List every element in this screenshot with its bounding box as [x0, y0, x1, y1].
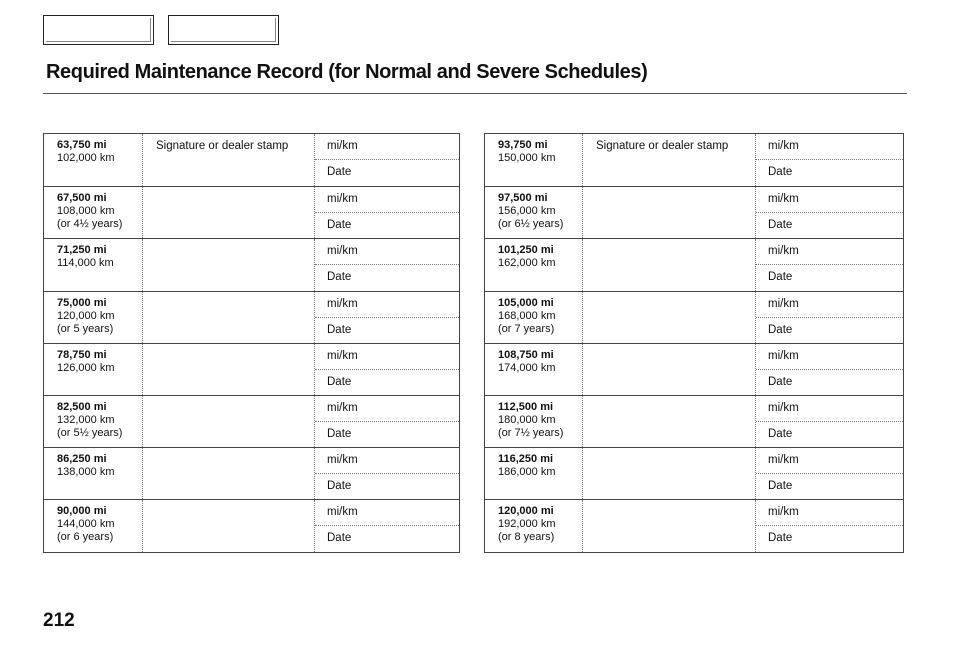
mileage-years: (or 6½ years)	[498, 218, 564, 231]
record-row	[485, 134, 903, 186]
mileage-cell	[485, 239, 582, 290]
mileage-years: (or 7 years)	[498, 322, 555, 335]
signature-cell	[582, 134, 755, 186]
mikm-label: mi/km	[315, 187, 459, 213]
mileage-miles: 97,500 mi	[498, 192, 548, 205]
mikm-date-cell	[314, 344, 459, 395]
mikm-label: mi/km	[315, 134, 459, 160]
signature-cell	[582, 239, 755, 290]
mileage-km: 144,000 km	[57, 518, 115, 531]
record-row	[44, 238, 459, 290]
signature-cell	[582, 187, 755, 238]
mileage-km: 150,000 km	[498, 152, 556, 164]
mileage-miles: 75,000 mi	[57, 296, 107, 309]
mikm-label: mi/km	[756, 448, 903, 474]
record-row	[485, 238, 903, 290]
signature-cell	[582, 292, 755, 343]
mileage-miles: 112,500 mi	[498, 400, 554, 413]
signature-label: Signature or dealer stamp	[156, 140, 289, 152]
date-label: Date	[768, 427, 793, 440]
mikm-date-cell	[755, 448, 903, 499]
title-divider	[43, 93, 907, 94]
mileage-cell	[485, 187, 582, 238]
date-label: Date	[327, 219, 352, 232]
mileage-years: (or 8 years)	[498, 531, 555, 544]
mileage-cell	[485, 500, 582, 551]
mileage-cell	[485, 134, 582, 186]
mileage-km: 114,000 km	[57, 257, 114, 270]
mileage-miles: 120,000 mi	[498, 505, 554, 518]
record-row	[44, 134, 459, 186]
date-label: Date	[768, 323, 793, 336]
mileage-miles: 108,750 mi	[498, 348, 554, 361]
mileage-km: 156,000 km	[498, 205, 556, 218]
date-label: Date	[768, 219, 793, 232]
mikm-date-cell	[314, 396, 459, 447]
signature-cell	[582, 396, 755, 447]
mileage-km: 108,000 km	[57, 205, 115, 218]
date-label: Date	[327, 323, 352, 336]
page-number: 212	[43, 610, 75, 631]
signature-cell	[582, 344, 755, 395]
mileage-miles: 63,750 mi	[57, 139, 107, 151]
mileage-cell	[44, 292, 142, 343]
date-label: Date	[768, 166, 793, 178]
date-label: Date	[327, 532, 352, 545]
mileage-km: 192,000 km	[498, 518, 556, 531]
mikm-date-cell	[755, 134, 903, 186]
mikm-label: mi/km	[756, 134, 903, 160]
section-tab-box	[168, 15, 279, 45]
record-row	[485, 343, 903, 395]
mileage-years: (or 7½ years)	[498, 426, 564, 439]
record-row	[44, 447, 459, 499]
date-label: Date	[327, 427, 352, 440]
signature-cell	[142, 239, 314, 290]
mileage-cell	[485, 292, 582, 343]
mileage-km: 120,000 km	[57, 309, 115, 322]
signature-cell	[142, 134, 314, 186]
mileage-km: 186,000 km	[498, 466, 556, 479]
signature-cell	[142, 396, 314, 447]
mikm-label: mi/km	[756, 500, 903, 526]
mileage-miles: 71,250 mi	[57, 244, 107, 257]
record-row	[44, 291, 459, 343]
mileage-miles: 90,000 mi	[57, 505, 107, 518]
mileage-miles: 116,250 mi	[498, 453, 554, 466]
mileage-km: 180,000 km	[498, 413, 556, 426]
record-row	[44, 499, 459, 551]
signature-cell	[142, 292, 314, 343]
signature-cell	[142, 500, 314, 551]
mikm-date-cell	[314, 187, 459, 238]
mikm-label: mi/km	[756, 344, 903, 370]
mikm-label: mi/km	[315, 344, 459, 370]
record-row	[44, 395, 459, 447]
signature-label: Signature or dealer stamp	[596, 140, 729, 152]
mileage-km: 174,000 km	[498, 361, 556, 374]
date-label: Date	[768, 480, 793, 493]
mileage-cell	[44, 344, 142, 395]
mileage-miles: 93,750 mi	[498, 139, 548, 151]
mikm-date-cell	[314, 239, 459, 290]
record-row	[485, 395, 903, 447]
mileage-km: 168,000 km	[498, 309, 556, 322]
date-label: Date	[327, 166, 352, 178]
mileage-cell	[44, 396, 142, 447]
mikm-label: mi/km	[315, 396, 459, 422]
date-label: Date	[327, 375, 352, 388]
section-tab-box	[43, 15, 154, 45]
mileage-cell	[44, 187, 142, 238]
mikm-label: mi/km	[756, 292, 903, 318]
date-label: Date	[768, 532, 793, 545]
mileage-years: (or 5 years)	[57, 322, 114, 335]
signature-cell	[142, 448, 314, 499]
record-row	[44, 186, 459, 238]
mileage-cell	[485, 344, 582, 395]
record-row	[44, 343, 459, 395]
mikm-date-cell	[755, 344, 903, 395]
mikm-date-cell	[755, 500, 903, 551]
record-row	[485, 291, 903, 343]
mileage-km: 138,000 km	[57, 466, 115, 479]
mileage-miles: 101,250 mi	[498, 244, 554, 257]
mikm-label: mi/km	[315, 448, 459, 474]
date-label: Date	[327, 271, 352, 284]
mileage-miles: 82,500 mi	[57, 400, 107, 413]
mikm-label: mi/km	[756, 187, 903, 213]
date-label: Date	[327, 480, 352, 493]
mileage-miles: 67,500 mi	[57, 192, 107, 205]
mikm-date-cell	[314, 292, 459, 343]
signature-cell	[142, 187, 314, 238]
mileage-miles: 105,000 mi	[498, 296, 554, 309]
page-title: Required Maintenance Record (for Normal and Severe Schedules)	[46, 61, 648, 83]
mileage-miles: 86,250 mi	[57, 453, 107, 466]
mikm-label: mi/km	[756, 396, 903, 422]
maintenance-record-table-right	[484, 133, 904, 553]
mileage-km: 132,000 km	[57, 413, 115, 426]
mileage-years: (or 4½ years)	[57, 218, 123, 231]
mikm-date-cell	[314, 448, 459, 499]
mikm-date-cell	[755, 292, 903, 343]
mikm-label: mi/km	[315, 500, 459, 526]
mileage-years: (or 5½ years)	[57, 426, 123, 439]
mileage-cell	[44, 448, 142, 499]
signature-cell	[582, 448, 755, 499]
signature-cell	[582, 500, 755, 551]
date-label: Date	[768, 375, 793, 388]
mileage-km: 126,000 km	[57, 361, 115, 374]
mileage-cell	[44, 134, 142, 186]
date-label: Date	[768, 271, 793, 284]
maintenance-record-table-left	[43, 133, 460, 553]
mikm-date-cell	[755, 187, 903, 238]
mileage-miles: 78,750 mi	[57, 348, 107, 361]
record-row	[485, 499, 903, 551]
mikm-date-cell	[314, 500, 459, 551]
mikm-label: mi/km	[315, 292, 459, 318]
record-row	[485, 447, 903, 499]
mileage-cell	[485, 448, 582, 499]
mikm-label: mi/km	[756, 239, 903, 265]
mikm-date-cell	[755, 239, 903, 290]
mileage-years: (or 6 years)	[57, 531, 114, 544]
mileage-cell	[44, 239, 142, 290]
mikm-date-cell	[314, 134, 459, 186]
signature-cell	[142, 344, 314, 395]
record-row	[485, 186, 903, 238]
mileage-km: 162,000 km	[498, 257, 556, 270]
mikm-date-cell	[755, 396, 903, 447]
mileage-cell	[44, 500, 142, 551]
mileage-cell	[485, 396, 582, 447]
mikm-label: mi/km	[315, 239, 459, 265]
mileage-km: 102,000 km	[57, 152, 115, 164]
